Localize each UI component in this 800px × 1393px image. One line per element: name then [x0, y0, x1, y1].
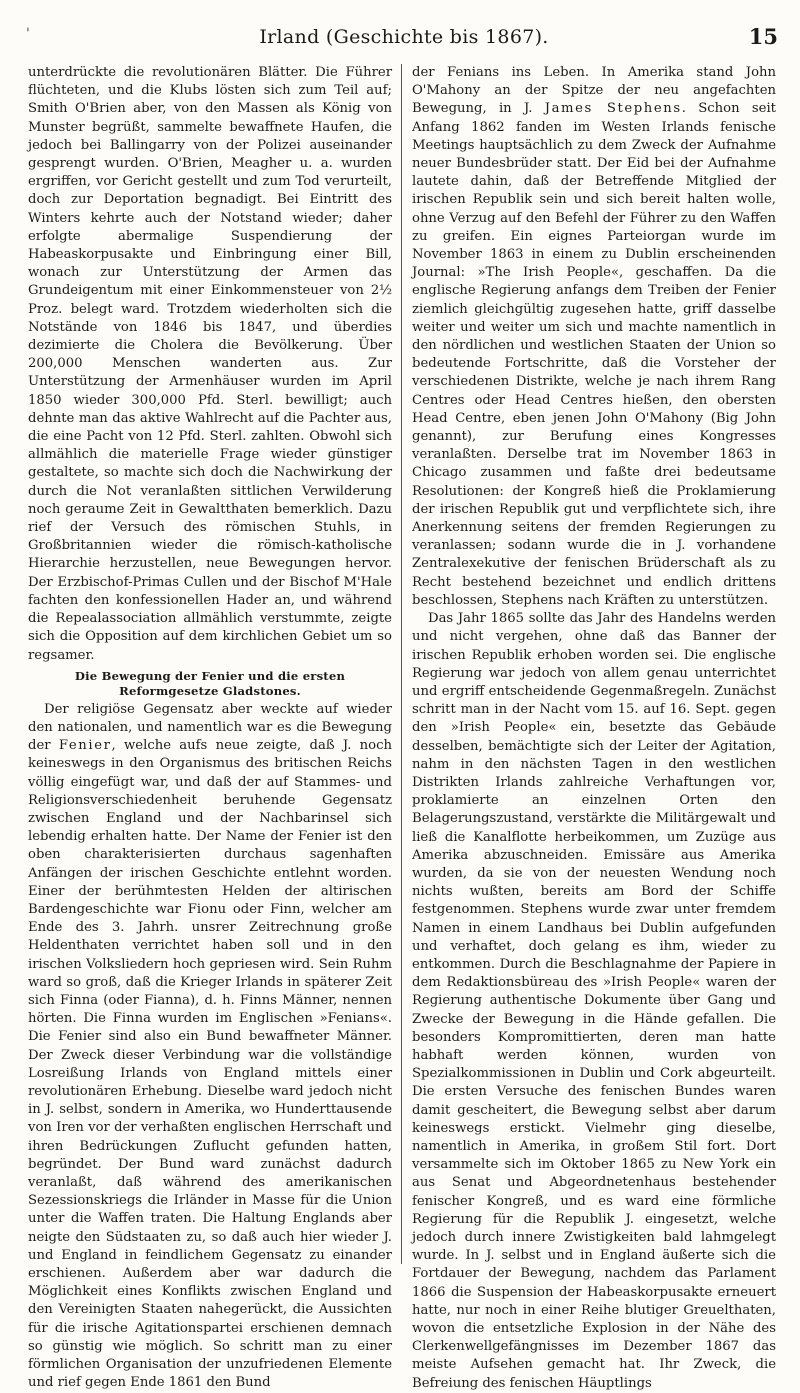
emphasis-term: James Stephens [544, 101, 682, 117]
text-run: der Fenians ins Leben. In Amerika stand John O'Mahony an der Spitze der neu angefachten Bewegung, in J. [412, 65, 776, 117]
margin-mark: ' [26, 26, 30, 42]
paragraph [28, 701, 392, 1393]
paragraph [412, 64, 776, 610]
page-header [26, 10, 782, 54]
text-run: . Schon seit Anfang 1862 fanden im Westen Irlands fenische Meetings hauptsächlich zu dem Zweck der Aufnahme neuer Bundesbrüder statt. Der Eid bei der Aufnahme lautete dahin, daß der Betreffende Mitglied der irischen Republik sein und sich bereit halten wolle, ohne Verzug auf den Befehl der Führer zu den Waffen zu greifen. Ein eignes Parteiorgan wurde im November 1863 in einem zu Dublin erscheinenden Journal: »The Irish People«, geschaffen. Da die englische Regierung anfangs dem Treiben der Fenier ziemlich gleichgültig zugesehen hatte, griff dasselbe weiter und weiter um sich und machte namentlich in den nördlichen und westlichen Staaten der Union so bedeutende Fortschritte, daß die Vorsteher der verschiedenen Distrikte, welche je nach ihrem Rang Centres oder Head Centres hießen, den obersten Head Centre, eben jenen John O'Mahony (Big John genannt), zur Berufung eines Kongresses veranlaßten. Derselbe trat im November 1863 in Chicago zusammen und faßte drei bedeutsame Resolutionen: der Kongreß hieß die Proklamierung der irischen Republik gut und verpflichtete sich, ihre Anerkennung seitens der fremden Regierungen zu veranlassen; sodann wurde die in J. vorhandene Zentralexekutive der fenischen Brüderschaft als zu Recht bestehend bezeichnet und endlich drittens beschlossen, Stephens nach Kräften zu unterstützen. [412, 101, 776, 608]
emphasis-term: Fenier [58, 738, 112, 754]
column-divider [401, 64, 402, 1264]
page-number: 15 [748, 24, 778, 49]
text-run: Der religiöse Gegensatz aber weckte auf wieder den nationalen, und namentlich war es die Bewegung der [28, 701, 392, 754]
section-heading: Die Bewegung der Fenier und die ersten Reformgesetze Gladstones. [74, 668, 346, 698]
paragraph: Das Jahr 1865 sollte das Jahr des Handelns werden und nicht vergehen, ohne daß das Banner der irischen Republik erhoben worden sei. Die englische Regierung war jedoch von allem genau unterrichtet und ergriff entscheidende Gegenmaßregeln. Zunächst schritt man in der Nacht vom 15. auf 16. Sept. gegen den »Irish People« ein, besetzte das Gebäude desselben, bemächtigte sich der Leiter der Agitation, nahm in den nächsten Tagen in den westlichen Distrikten Irlands zahlreiche Verhaftungen vor, proklamierte an einzelnen Orten den Belagerungszustand, verstärkte die Militärgewalt und ließ die Kanalflotte herbeikommen, um Zuzüge aus Amerika abzuschneiden. Emissäre aus Amerika wurden, da sie von der neuesten Wendung noch nichts wußten, bereits am Bord der Schiffe festgenommen. Stephens wurde zwar unter fremdem Namen in einem Landhaus bei Dublin aufgefunden und verhaftet, doch gelang es ihm, wieder zu entkommen. Durch die Beschlagnahme der Papiere in dem Redaktionsbüreau des »Irish People« waren der Regierung authentische Dokumente über Gang und Zwecke der Bewegung in die Hände gefallen. Die besonders Kompromittierten, deren man hatte habhaft werden können, wurden von Spezialkommissionen in Dublin und Cork abgeurteilt. Die ersten Versuche des fenischen Bundes waren damit gescheitert, die Bewegung selbst aber darum keineswegs erstickt. Vielmehr ging dieselbe, namentlich in Amerika, in großem Stil fort. Dort versammelte sich im Oktober 1865 zu New York ein aus Senat und Abgeordnetenhaus bestehender fenischer Kongreß, und es ward eine förmliche Regierung für die Republik J. eingesetzt, welche jedoch durch innere Zwistigkeiten bald lahmgelegt wurde. In J. selbst und in England äußerte sich die Fortdauer der Bewegung, nachdem das Parlament 1866 die Suspension der Habeaskorpusakte erneuert hatte, nur noch in einer Reihe blutiger Greuelthaten, wovon die entsetzliche Explosion in der Nähe des Clerkenwellgefängnisses im Dezember 1867 das meiste Aufsehen gemacht hat. Ihr Zweck, die Befreiung des fenischen Häuptlings [412, 611, 776, 1391]
right-column [412, 64, 776, 1391]
paragraph: unterdrückte die revolutionären Blätter. Die Führer flüchteten, und die Klubs lösten sich zum Teil auf; Smith O'Brien aber, von den Massen als König von Munster begrüßt, sammelte bewaffnete Haufen, die jedoch bei Ballingarry von der Polizei auseinander gesprengt wurden. O'Brien, Meagher u. a. wurden ergriffen, vor Gericht gestellt und zum Tod verurteilt, doch zur Deportation begnadigt. Bei Eintritt des Winters kehrte auch der Notstand wieder; daher erfolgte abermalige Suspendierung der Habeaskorpusakte und Einbringung einer Bill, wonach zur Unterstützung der Armen das Grundeigentum mit einer Einkommensteuer von 2½ Proz. belegt ward. Trotzdem wiederholten sich die Notstände von 1846 bis 1847, und überdies dezimierte die Cholera die Bevölkerung. Über 200,000 Menschen wanderten aus. Zur Unterstützung der Armenhäuser wurden im April 1850 wieder 300,000 Pfd. Sterl. bewilligt; auch dehnte man das aktive Wahlrecht auf die Pachter aus, die eine Pacht von 12 Pfd. Sterl. zahlten. Obwohl sich allmählich die materielle Frage wieder günstiger gestaltete, so machte sich doch die Nachwirkung der durch die Not veranlaßten sittlichen Verwilderung noch geraume Zeit in Gewaltthaten bemerklich. Dazu rief der Versuch des römischen Stuhls, in Großbritannien wieder die römisch-katholische Hierarchie herzustellen, neue Bewegungen hervor. Der Erzbischof-Primas Cullen und der Bischof M'Hale fachten den konfessionellen Hader an, und während die Repealassociation allmählich verstummte, zeigte sich die Opposition auf dem kirchlichen Gebiet um so regsamer. [28, 65, 392, 663]
text-run: , welche aufs neue zeigte, daß J. noch keineswegs in den Organismus des britischen Reichs völlig eingefügt war, und daß der auf Stammes- und Religionsverschiedenheit beruhende Gegensatz zwischen England und der Nachbarinsel sich lebendig erhalten hatte. Der Name der Fenier ist den oben charakterisierten durchaus sagenhaften Anfängen der irischen Geschichte entlehnt worden. Einer der berühmtesten Helden der altirischen Bardengeschichte war Fionu oder Finn, welcher am Ende des 3. Jahrh. unsrer Zeitrechnung große Heldenthaten verrichtet haben soll und in den irischen Volksliedern hoch gepriesen wird. Sein Ruhm ward so groß, daß die Krieger Irlands in späterer Zeit sich Finna (oder Fianna), d. h. Finns Männer, nennen hörten. Die Finna wurden im Englischen »Fenians«. Die Fenier sind also ein Bund bewaffneter Männer. Der Zweck dieser Verbindung war die vollständige Losreißung Irlands von England mittels einer revolutionären Erhebung. Dieselbe ward jedoch nicht in J. selbst, sondern in Amerika, wo Hunderttausende von Iren vor der verhaßten englischen Herrschaft und ihren Bedrückungen Zuflucht gefunden hatten, begründet. Der Bund ward zunächst dadurch veranlaßt, daß während des amerikanischen Sezessionskriegs die Irländer in Masse für die Union unter die Waffen traten. Die Haltung Englands aber neigte den Südstaaten zu, so daß auch hier wieder J. und England in feindlichem Gegensatz zu einander erschienen. Außerdem aber war dadurch die Möglichkeit eines Konflikts zwischen England und den Vereinigten Staaten nahegerückt, die Aussichten für die irische Agitationspartei erschienen demnach so günstig wie möglich. So schritt man zu einer förmlichen Organisation der unzufriedenen Elemente und rief gegen Ende 1861 den Bund [28, 738, 392, 1391]
running-title: Irland (Geschichte bis 1867). [259, 26, 549, 48]
left-column [28, 64, 392, 1391]
